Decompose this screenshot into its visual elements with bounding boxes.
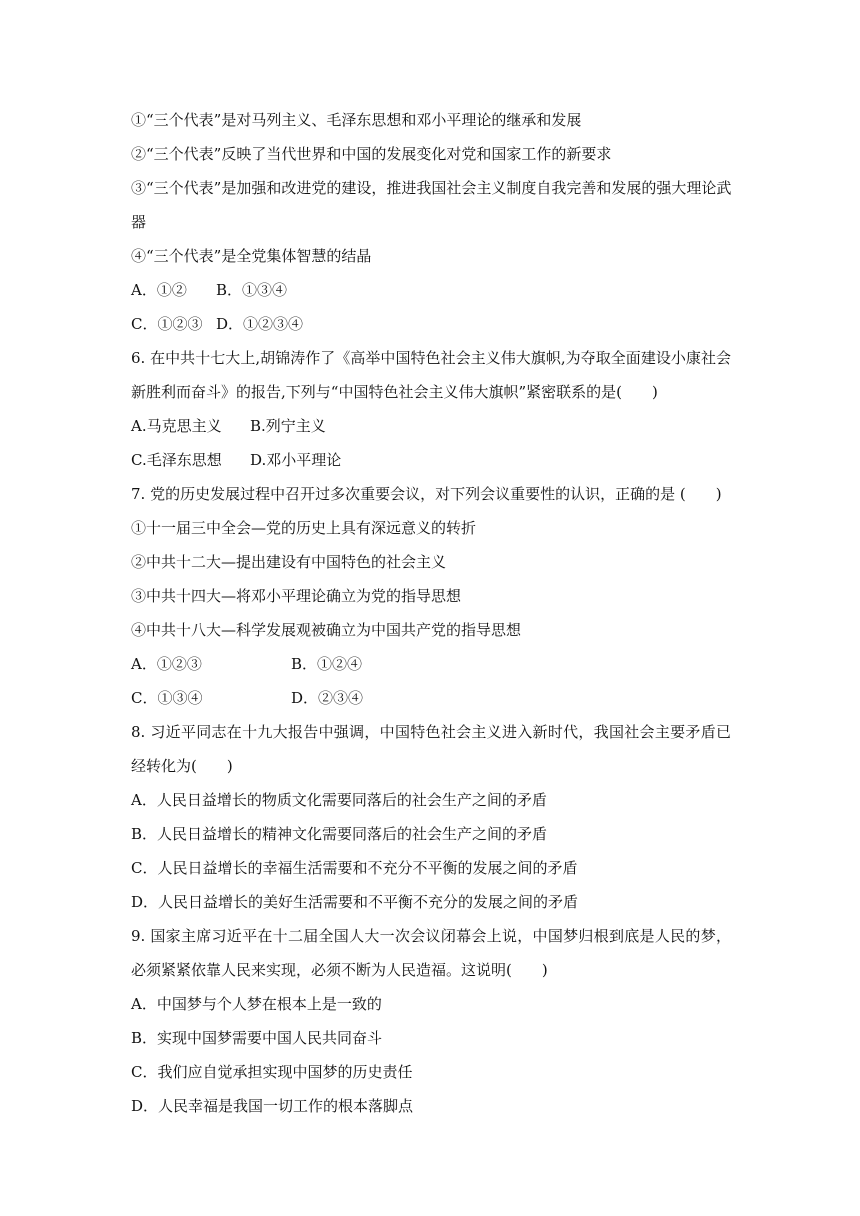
q5-item-4: ④“三个代表”是全党集体智慧的结晶: [131, 247, 372, 265]
q5-item-3-continued: 器: [131, 213, 147, 231]
q9-option-a: A．中国梦与个人梦在根本上是一致的: [131, 995, 382, 1013]
q7-option-d: D．②③④: [291, 689, 364, 707]
q6-stem-line-1: 6. 在中共十七大上,胡锦涛作了《高举中国特色社会主义伟大旗帜,为夺取全面建设小康社会: [131, 349, 731, 367]
q9-stem-line-1: 9. 国家主席习近平在十二届全国人大一次会议闭幕会上说，中国梦归根到底是人民的梦，: [131, 927, 731, 945]
q6-stem-line-2: 新胜利而奋斗》的报告,下列与“中国特色社会主义伟大旗帜”紧密联系的是( ): [131, 383, 658, 401]
q9-option-b: B．实现中国梦需要中国人民共同奋斗: [131, 1029, 383, 1047]
q7-option-a: A．①②③: [131, 655, 202, 673]
q7-item-3: ③中共十四大—将邓小平理论确立为党的指导思想: [131, 587, 462, 605]
q7-item-1: ①十一届三中全会—党的历史上具有深远意义的转折: [131, 519, 477, 537]
q7-item-2: ②中共十二大—提出建设有中国特色的社会主义: [131, 553, 447, 571]
q5-option-a: A．①②: [131, 281, 187, 299]
q5-item-1: ①“三个代表”是对马列主义、毛泽东思想和邓小平理论的继承和发展: [131, 111, 582, 129]
q5-item-2: ②“三个代表”反映了当代世界和中国的发展变化对党和国家工作的新要求: [131, 145, 612, 163]
q7-item-4: ④中共十八大—科学发展观被确立为中国共产党的指导思想: [131, 621, 522, 639]
q5-option-c: C．①②③: [131, 315, 203, 333]
q5-option-d: D．①②③④: [216, 315, 304, 333]
q7-stem: 7. 党的历史发展过程中召开过多次重要会议，对下列会议重要性的认识，正确的是 ( ): [131, 485, 722, 503]
q5-item-3: ③“三个代表”是加强和改进党的建设，推进我国社会主义制度自我完善和发展的强大理论武: [131, 179, 732, 197]
q8-option-d: D．人民日益增长的美好生活需要和不平衡不充分的发展之间的矛盾: [131, 893, 579, 911]
q8-stem-line-1: 8. 习近平同志在十九大报告中强调，中国特色社会主义进入新时代，我国社会主要矛盾已: [131, 723, 731, 741]
q6-option-b: B.列宁主义: [250, 417, 326, 435]
q7-option-c: C．①③④: [131, 689, 203, 707]
q9-option-c: C．我们应自觉承担实现中国梦的历史责任: [131, 1063, 413, 1081]
q8-option-c: C．人民日益增长的幸福生活需要和不充分不平衡的发展之间的矛盾: [131, 859, 578, 877]
q7-option-b: B．①②④: [291, 655, 363, 673]
q8-option-a: A．人民日益增长的物质文化需要同落后的社会生产之间的矛盾: [131, 791, 547, 809]
q8-stem-line-2: 经转化为( ): [131, 757, 233, 775]
q6-option-a: A.马克思主义: [131, 417, 222, 435]
q9-stem-line-2: 必须紧紧依靠人民来实现，必须不断为人民造福。这说明( ): [131, 961, 548, 979]
q6-option-c: C.毛泽东思想: [131, 451, 222, 469]
q9-option-d: D．人民幸福是我国一切工作的根本落脚点: [131, 1097, 414, 1115]
q8-option-b: B．人民日益增长的精神文化需要同落后的社会生产之间的矛盾: [131, 825, 548, 843]
q6-option-d: D.邓小平理论: [250, 451, 342, 469]
q5-option-b: B．①③④: [216, 281, 288, 299]
